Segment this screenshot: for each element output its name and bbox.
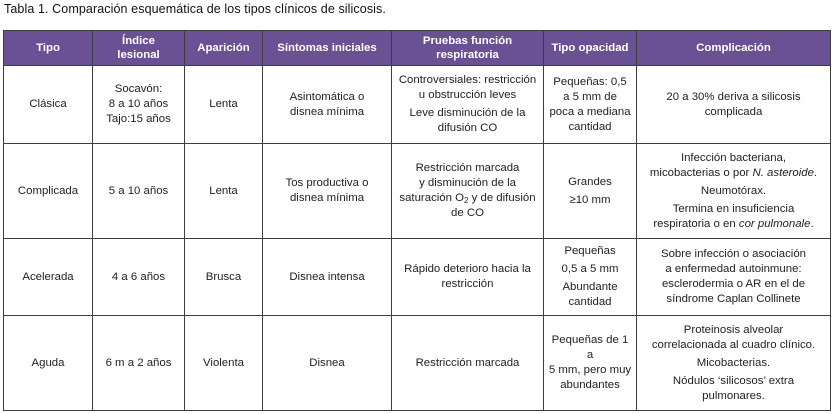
table-row	[4, 144, 831, 239]
header-indice-lesional: Índice lesional	[93, 31, 185, 66]
cell-indice: 5 a 10 años	[93, 144, 185, 239]
cell-pruebas: Restricción marcada y disminución de la saturación $O_2$ y de difusión de CO	[392, 144, 544, 239]
cell-indice: 4 a 6 años	[93, 239, 185, 316]
header-tipo: Tipo	[4, 31, 93, 66]
table-row	[4, 316, 831, 411]
silicosis-types-table	[3, 30, 831, 411]
cell-opacidad: Pequeñas: 0,5 a 5 mm de poca a mediana cantidad	[544, 66, 637, 144]
header-aparicion: Aparición	[185, 31, 263, 66]
header-complicacion: Complicación	[637, 31, 831, 66]
cell-sintomas: Disnea	[263, 316, 392, 411]
cell-complicacion: 20 a 30% deriva a silicosis complicada	[637, 66, 831, 144]
cell-indice: 6 m a 2 años	[93, 316, 185, 411]
cell-complicacion: Sobre infección o asociación a enfermedad autoinmune: esclerodermia o AR en el de síndrome Caplan Collinete	[637, 239, 831, 316]
cell-tipo: Aguda	[4, 316, 93, 411]
cell-pruebas: Controversiales: restricción u obstrucción leves Leve disminución de la difusión CO	[392, 66, 544, 144]
cell-sintomas: Tos productiva o disnea mínima	[263, 144, 392, 239]
cell-aparicion: Lenta	[185, 144, 263, 239]
table-header-row	[4, 31, 831, 66]
cell-pruebas: Rápido deterioro hacia la restricción	[392, 239, 544, 316]
cell-tipo: Acelerada	[4, 239, 93, 316]
table-row	[4, 66, 831, 144]
cell-tipo: Clásica	[4, 66, 93, 144]
cell-aparicion: Lenta	[185, 66, 263, 144]
table-caption: Tabla 1. Comparación esquemática de los tipos clínicos de silicosis.	[4, 2, 386, 16]
header-tipo-opacidad: Tipo opacidad	[544, 31, 637, 66]
cell-aparicion: Violenta	[185, 316, 263, 411]
header-sintomas-iniciales: Síntomas iniciales	[263, 31, 392, 66]
cell-opacidad: Pequeñas 0,5 a 5 mm Abundante cantidad	[544, 239, 637, 316]
cell-aparicion: Brusca	[185, 239, 263, 316]
cell-indice: Socavón: 8 a 10 años Tajo:15 años	[93, 66, 185, 144]
header-pruebas-funcion: Pruebas función respiratoria	[392, 31, 544, 66]
cell-opacidad: Pequeñas de 1 a 5 mm, pero muy abundantes	[544, 316, 637, 411]
cell-pruebas: Restricción marcada	[392, 316, 544, 411]
cell-complicacion: Infección bacteriana, micobacterias o por N. asteroide. Neumotórax. Termina en insuficiencia respiratoria o en cor pulmonale.	[637, 144, 831, 239]
cell-opacidad: Grandes ≥10 mm	[544, 144, 637, 239]
cell-complicacion: Proteinosis alveolar correlacionada al cuadro clínico. Micobacterias. Nódulos ‘silicosos’ extra pulmonares.	[637, 316, 831, 411]
cell-tipo: Complicada	[4, 144, 93, 239]
cell-sintomas: Asintomática o disnea mínima	[263, 66, 392, 144]
cell-sintomas: Disnea intensa	[263, 239, 392, 316]
table-row	[4, 239, 831, 316]
